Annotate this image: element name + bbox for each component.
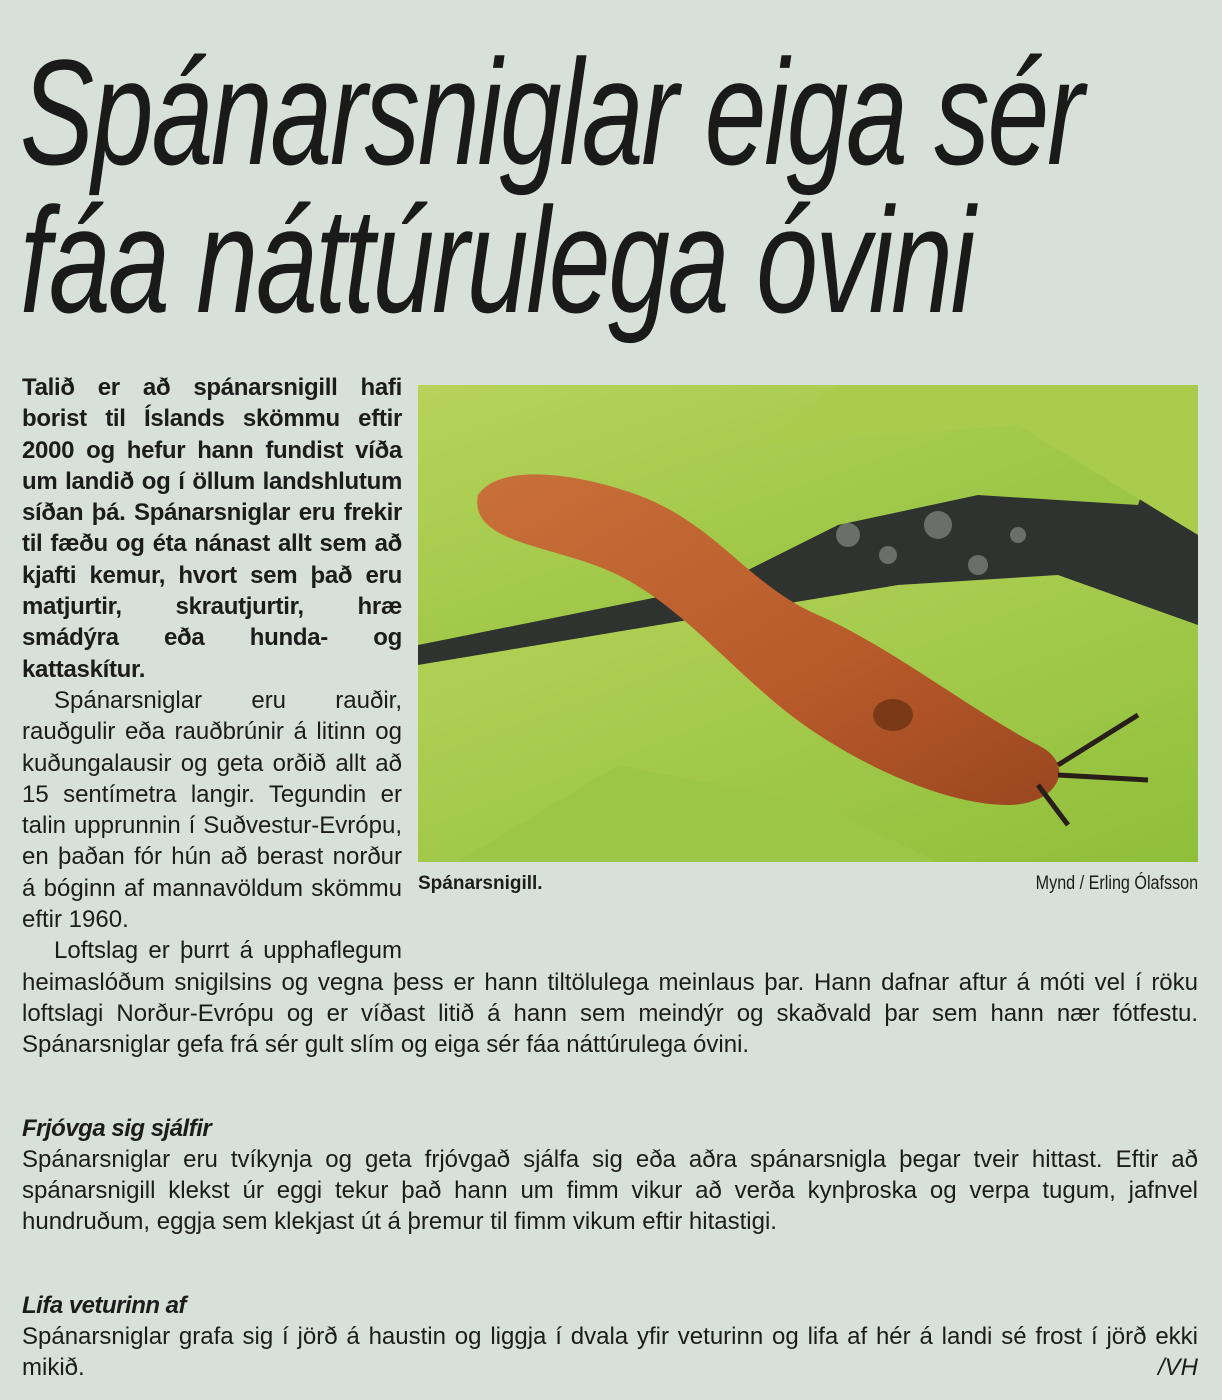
body-paragraph: Spánarsniglar eru rauðir, rauðgulir eða rauðbrúnir á litinn og kuðungalausir og geta orðið allt að 15 sentímetra langir. Tegundin er talin upprunnin í Suðvestur-Evrópu, en þaðan fór hún að berast norður á bóginn af mannavöldum skömmu eftir 1960. xyxy=(22,686,402,934)
photo-figure xyxy=(418,385,1198,945)
article-body xyxy=(22,372,1198,1384)
lead-paragraph: Talið er að spánarsnigill hafi borist til Íslands skömmu eftir 2000 og hefur hann fundist víða um landið og í öllum landshlutum síðan þá. Spánarsniglar eru frekir til fæðu og éta nánast allt sem að kjafti kemur, hvort sem það eru matjurtir, skrautjurtir, hræ smádýra eða hunda- og kattaskítur. xyxy=(22,374,402,683)
section-paragraph xyxy=(22,1321,1198,1384)
headline-line-1: Spánarsniglar eiga sér xyxy=(20,28,1082,196)
photo-credit: Mynd / Erling Ólafsson xyxy=(1035,873,1198,894)
author-signature: /VH xyxy=(1157,1354,1198,1382)
photo-caption: Spánarsnigill. xyxy=(418,873,543,894)
body-paragraph: Loftslag er þurrt á upphaflegum heimaslóðum snigilsins og vegna þess er hann tiltölulega meinlaus þar. Hann dafnar aftur á móti vel í röku loftslagi Norður-Evrópu og er víðast litið á hann sem meindýr og skaðvald þar sem hann nær fótfestu. Spánarsniglar gefa frá sér gult slím og eiga sér fáa náttúrulega óvini. xyxy=(22,937,1198,1059)
section-heading: Lifa veturinn af xyxy=(22,1291,187,1319)
section-text: Spánarsniglar grafa sig í jörð á haustin og liggja í dvala yfir veturinn og lifa af hér á landi sé frost í jörð ekki mikið. xyxy=(22,1323,1198,1382)
section-paragraph: Spánarsniglar eru tvíkynja og geta frjóvgað sjálfa sig eða aðra spánarsnigla þegar tveir hittast. Eftir að spánarsnigill klekst úr eggi tekur það hann um fimm vikur að verða kynþroska og verpa tugum, jafnvel hundruðum, eggja sem klekjast út á þremur til fimm vikum eftir hitastigi. xyxy=(22,1145,1198,1236)
slug-photo xyxy=(418,385,1198,862)
headline xyxy=(20,28,1210,344)
headline-line-2: fáa náttúrulega óvini xyxy=(20,176,974,344)
section-heading: Frjóvga sig sjálfir xyxy=(22,1114,212,1142)
